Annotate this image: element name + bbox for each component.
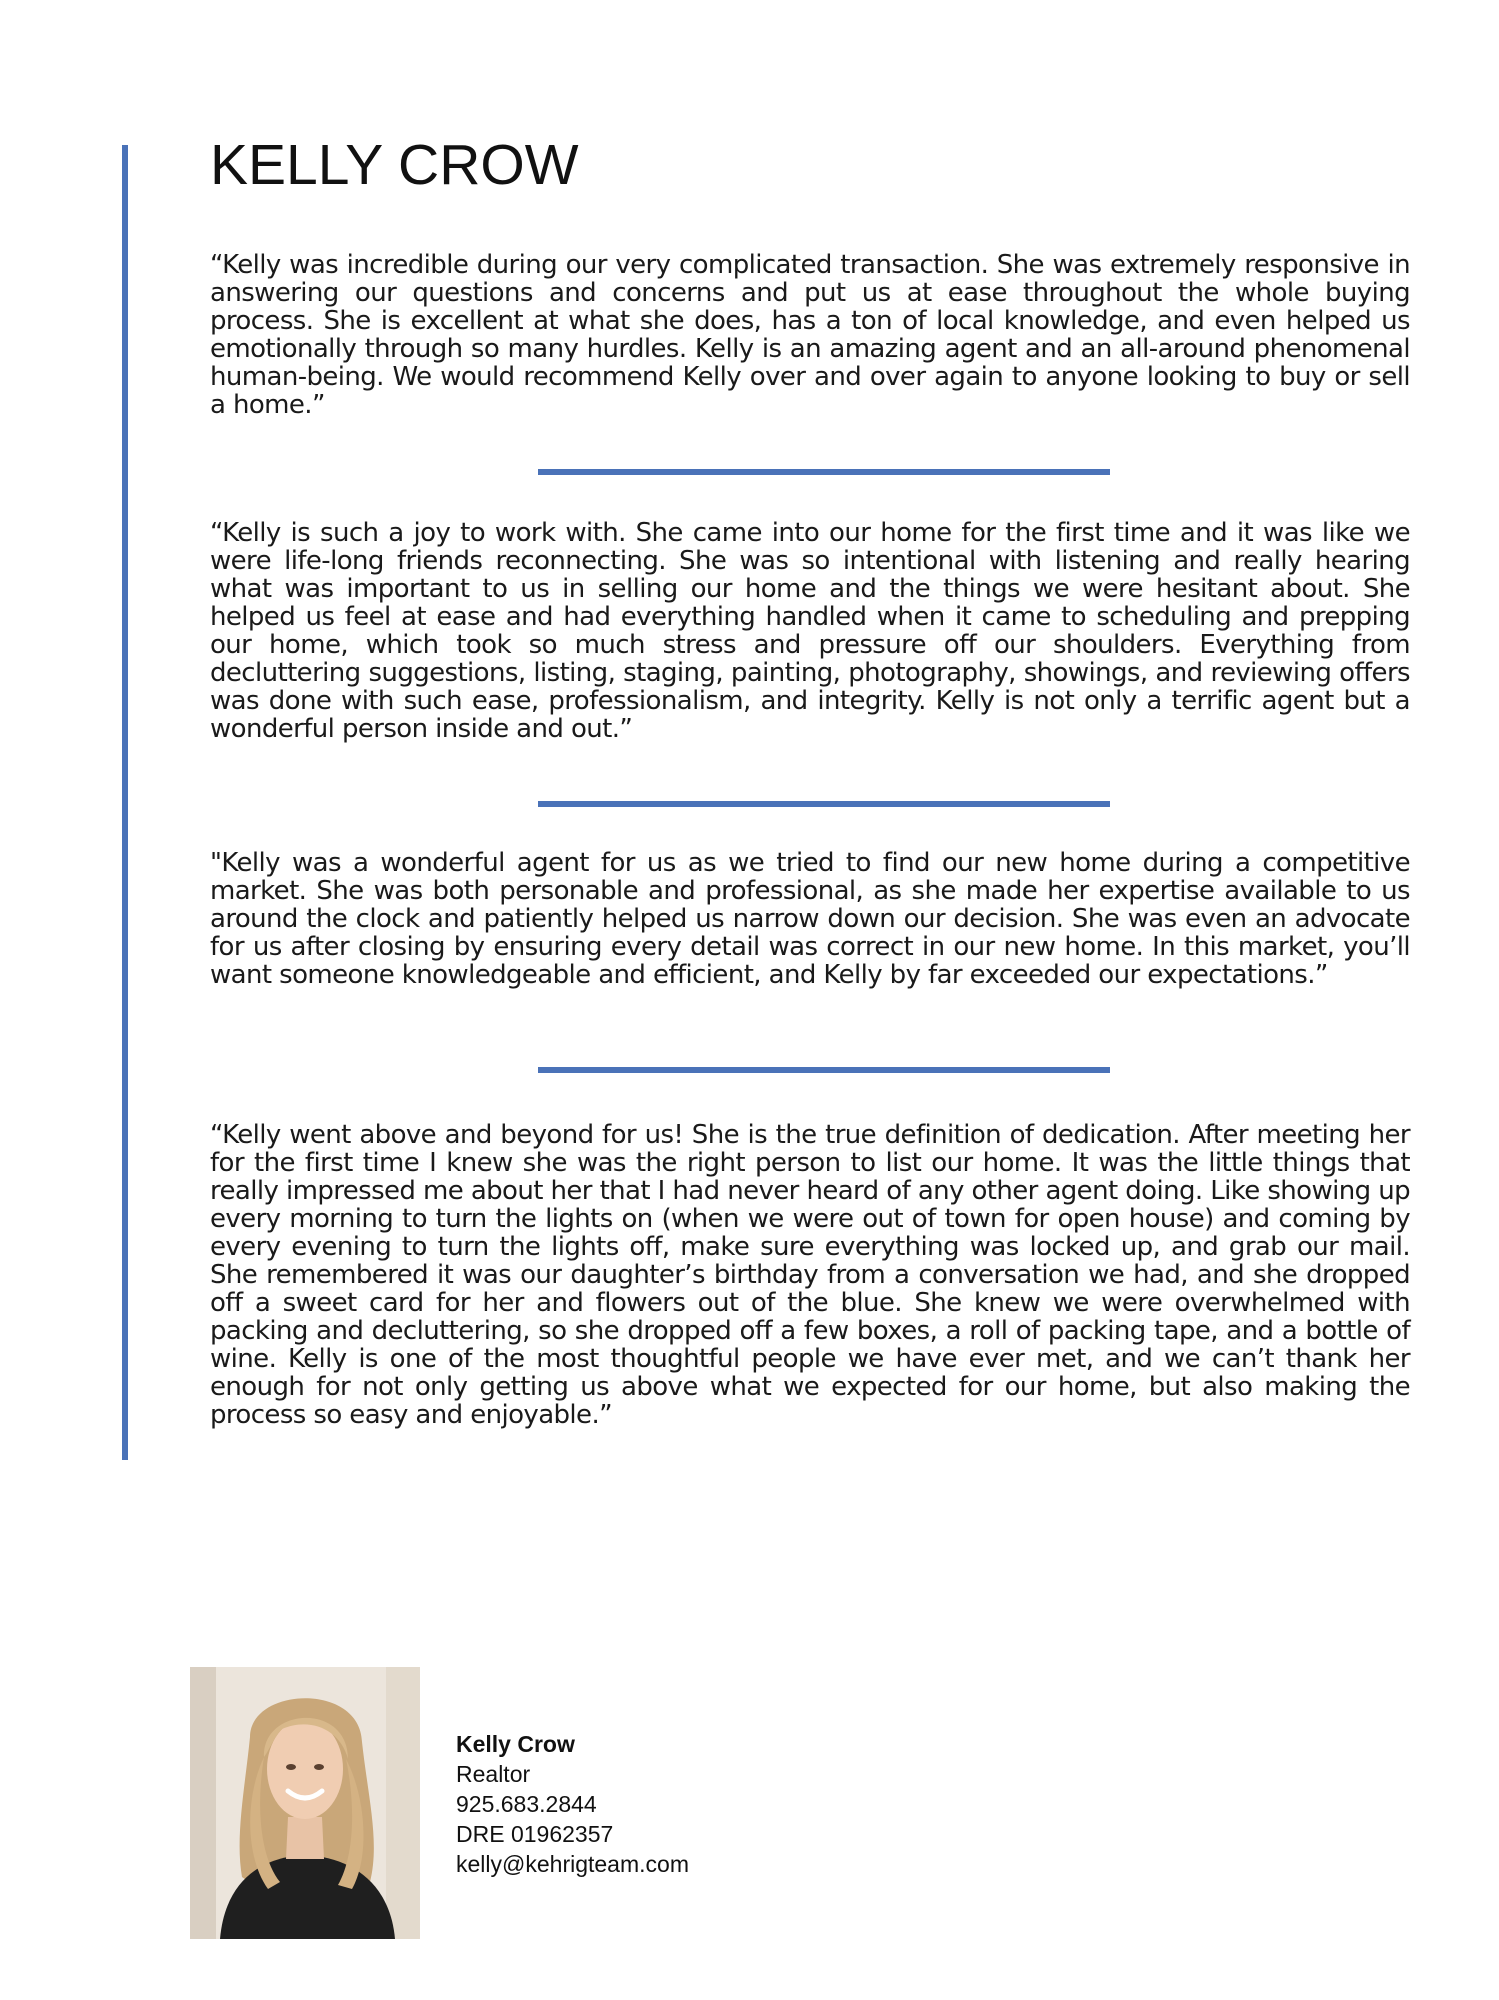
page-title: KELLY CROW — [210, 133, 579, 197]
agent-license: DRE 01962357 — [456, 1821, 614, 1847]
testimonial-3: "Kelly was a wonderful agent for us as we tried to find our new home during a competitive market. She was both personable and professional, as she made her expertise available to us around the clock and patiently helped us narrow down our decision. She was even an advocate for us after closing by ensuring every detail was correct in our new home. In this market, you’ll want someone knowledgeable and efficient, and Kelly by far exceeded our expectations.” — [210, 848, 1410, 990]
agent-name: Kelly Crow — [456, 1731, 575, 1757]
portrait-illustration — [190, 1667, 420, 1939]
agent-phone[interactable]: 925.683.2844 — [456, 1791, 597, 1817]
left-accent-bar — [122, 145, 128, 1460]
section-divider — [538, 469, 1110, 475]
testimonial-1: “Kelly was incredible during our very complicated transaction. She was extremely responsive in answering our questions and concerns and put us at ease throughout the whole buying process. She is excellent at what she does, has a ton of local knowledge, and even helped us emotionally through so many hurdles. Kelly is an amazing agent and an all-around phenomenal human-being. We would recommend Kelly over and over again to anyone looking to buy or sell a home.” — [210, 250, 1410, 420]
section-divider — [538, 801, 1110, 807]
agent-email[interactable]: kelly@kehrigteam.com — [456, 1851, 689, 1877]
agent-contact-block — [456, 1729, 689, 1879]
agent-role: Realtor — [456, 1761, 531, 1787]
testimonial-4: “Kelly went above and beyond for us! She is the true definition of dedication. After meeting her for the first time I knew she was the right person to list our home. It was the little things that really impressed me about her that I had never heard of any other agent doing. Like showing up every morning to turn the lights on (when we were out of town for open house) and coming by every evening to turn the lights off, make sure everything was locked up, and grab our mail. She remembered it was our daughter’s birthday from a conversation we had, and she dropped off a sweet card for her and flowers out of the blue. She knew we were overwhelmed with packing and decluttering, so she dropped off a few boxes, a roll of packing tape, and a bottle of wine. Kelly is one of the most thoughtful people we have ever met, and we can’t thank her enough for not only getting us above what we expected for our home, but also making the process so easy and enjoyable.” — [210, 1120, 1410, 1430]
agent-portrait-photo — [190, 1667, 420, 1939]
section-divider — [538, 1067, 1110, 1073]
testimonial-2: “Kelly is such a joy to work with. She came into our home for the first time and it was like we were life-long friends reconnecting. She was so intentional with listening and really hearing what was important to us in selling our home and the things we were hesitant about. She helped us feel at ease and had everything handled when it came to scheduling and prepping our home, which took so much stress and pressure off our shoulders. Everything from decluttering suggestions, listing, staging, painting, photography, showings, and reviewing offers was done with such ease, professionalism, and integrity. Kelly is not only a terrific agent but a wonderful person inside and out.” — [210, 518, 1410, 744]
